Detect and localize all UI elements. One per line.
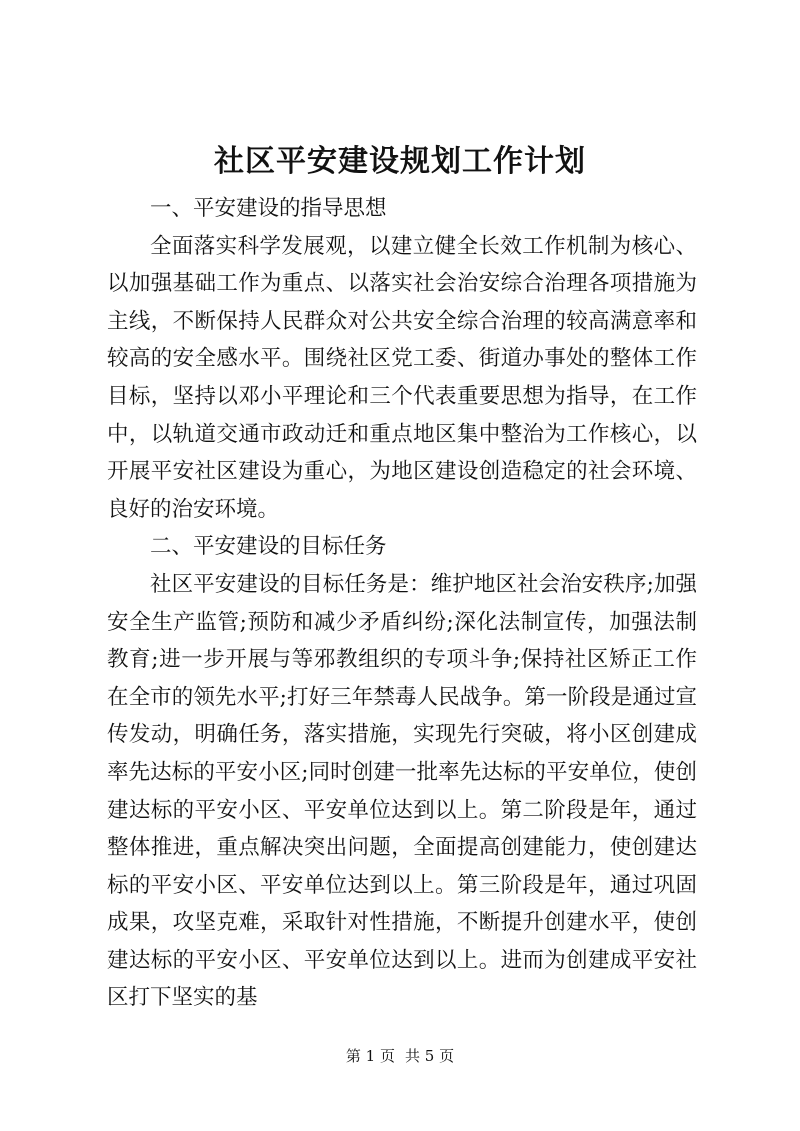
section-heading: 二、平安建设的目标任务 bbox=[150, 534, 387, 560]
page-number: 第 1 页 bbox=[345, 1047, 395, 1065]
document-title: 社区平安建设规划工作计划 bbox=[214, 144, 586, 179]
page-footer bbox=[0, 1046, 800, 1066]
section-paragraph: 全面落实科学发展观，以建立健全长效工作机制为核心、以加强基础工作为重点、以落实社会治安综合治理各项措施为主线，不断保持人民群众对公共安全综合治理的较高满意率和较高的安全感水平。围绕社区党工委、街道办事处的整体工作目标，坚持以邓小平理论和三个代表重要思想为指导，在工作中，以轨道交通市政动迁和重点地区集中整治为工作核心，以开展平安社区建设为重心，为地区建设创造稳定的社会环境、良好的治安环境。 bbox=[107, 233, 697, 522]
section-guiding-ideology bbox=[107, 190, 697, 528]
page-total: 共 5 页 bbox=[405, 1047, 455, 1065]
section-heading: 一、平安建设的指导思想 bbox=[150, 196, 387, 221]
document-body bbox=[107, 190, 697, 1017]
section-goals-tasks bbox=[107, 528, 697, 1017]
section-paragraph: 社区平安建设的目标任务是：维护地区社会治安秩序;加强安全生产监管;预防和减少矛盾纠纷;深化法制宣传，加强法制教育;进一步开展与等邪教组织的专项斗争;保持社区矫正工作在全市的领先水平;打好三年禁毒人民战争。第一阶段是通过宣传发动，明确任务，落实措施，实现先行突破，将小区创建成率先达标的平安小区;同时创建一批率先达标的平安单位，使创建达标的平安小区、平安单位达到以上。第二阶段是年，通过整体推进，重点解决突出问题，全面提高创建能力，使创建达标的平安小区、平安单位达到以上。第三阶段是年，通过巩固成果，攻坚克难，采取针对性措施，不断提升创建水平，使创建达标的平安小区、平安单位达到以上。进而为创建成平安社区打下坚实的基 bbox=[107, 571, 697, 1011]
